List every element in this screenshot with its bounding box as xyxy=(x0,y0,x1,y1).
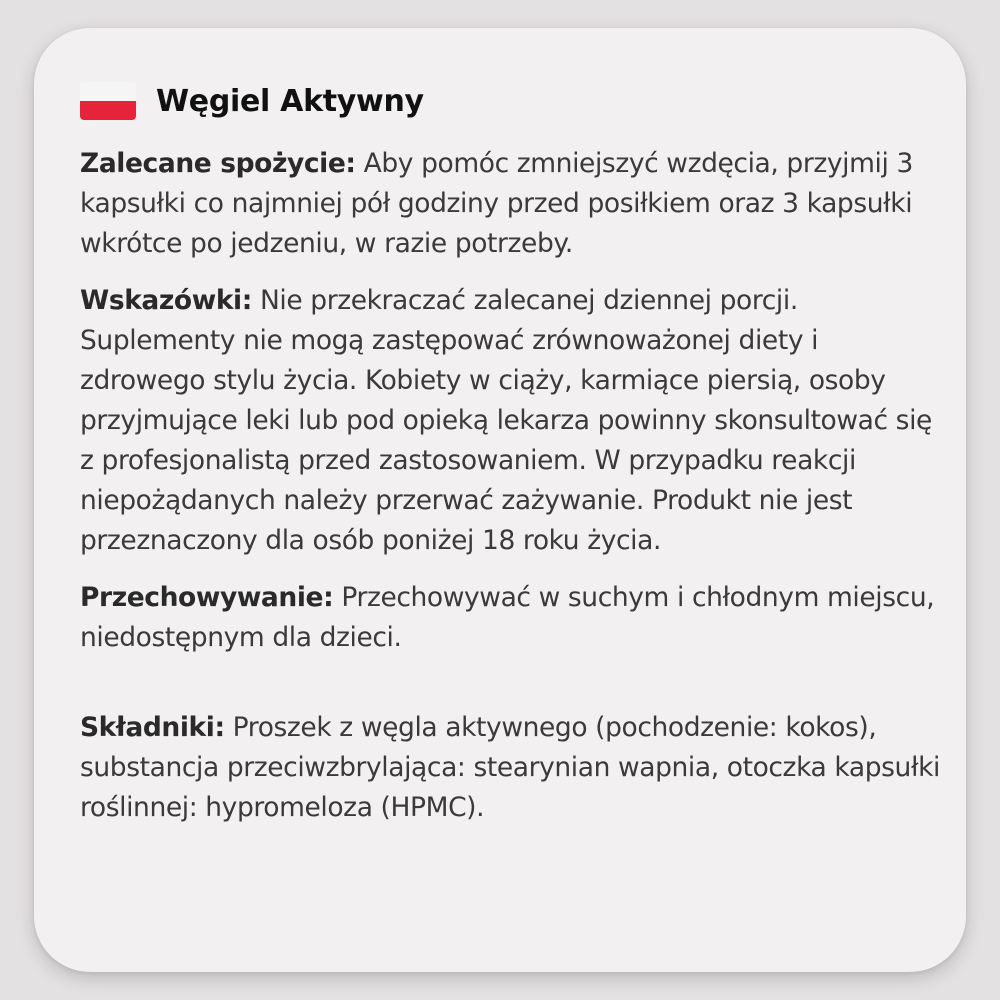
section-ingredients xyxy=(80,708,940,828)
flag-red-stripe xyxy=(80,101,136,120)
section-text: Nie przekraczać zalecanej dziennej porcji. Suplementy nie mogą zastępować zrównoważonej diety i zdrowego stylu życia. Kobiety w ciąży, karmiące piersią, osoby przyjmujące leki lub pod opieką lekarza powinny skonsultować się z profesjonalistą przed zastosowaniem. W przypadku reakcji niepożądanych należy przerwać zażywanie. Produkt nie jest przeznaczony dla osób poniżej 18 roku życia. xyxy=(80,285,932,556)
section-text: Przechowywać w suchym i chłodnym miejscu, niedostępnym dla dzieci. xyxy=(80,582,935,653)
section-label: Przechowywanie: xyxy=(80,582,334,613)
section-warnings xyxy=(80,281,940,561)
section-label: Zalecane spożycie: xyxy=(80,148,356,179)
card-header xyxy=(80,82,424,120)
section-recommended-intake xyxy=(80,144,940,264)
section-label: Wskazówki: xyxy=(80,285,252,316)
section-storage xyxy=(80,578,940,658)
product-title: Węgiel Aktywny xyxy=(156,83,424,119)
section-label: Składniki: xyxy=(80,712,225,743)
flag-white-stripe xyxy=(80,82,136,101)
section-text: Aby pomóc zmniejszyć wzdęcia, przyjmij 3 kapsułki co najmniej pół godziny przed posiłkiem oraz 3 kapsułki wkrótce po jedzeniu, w razie potrzeby. xyxy=(80,148,913,259)
product-description xyxy=(80,144,940,845)
section-text: Proszek z węgla aktywnego (pochodzenie: kokos), substancja przeciwzbrylająca: stearynian wapnia, otoczka kapsułki roślinnej: hypromeloza (HPMC). xyxy=(80,712,940,823)
product-info-card xyxy=(34,28,966,972)
poland-flag-icon xyxy=(80,82,136,120)
